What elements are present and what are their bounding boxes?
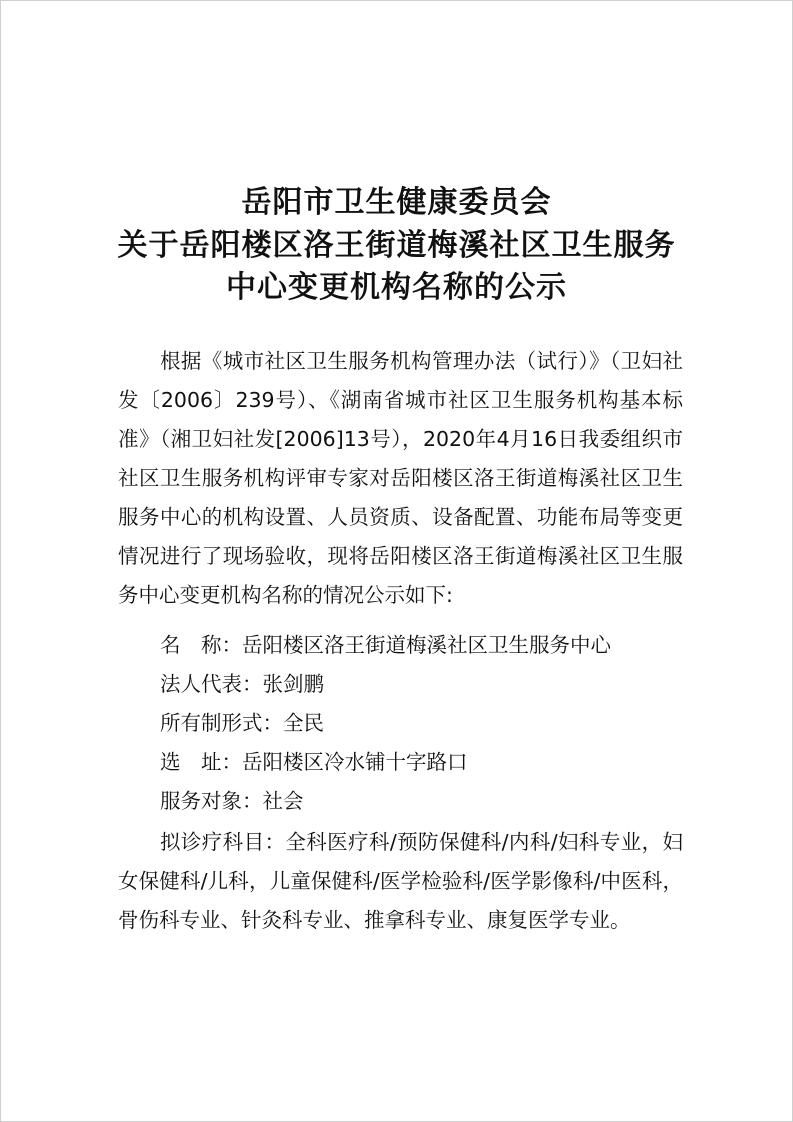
field-service-target: [160, 784, 304, 814]
field-service-target-value: 社会: [262, 789, 304, 813]
field-name-value: 岳阳楼区洛王街道梅溪社区卫生服务中心: [242, 633, 611, 657]
field-name-label: 名 称：: [160, 633, 242, 657]
field-representative: [160, 667, 324, 697]
field-ownership: [160, 706, 324, 736]
field-service-target-label: 服务对象：: [160, 789, 263, 813]
title-line-1: 岳阳市卫生健康委员会: [241, 185, 552, 220]
field-address-value: 岳阳楼区冷水铺十字路口: [242, 750, 468, 774]
intro-paragraph: 根据《城市社区卫生服务机构管理办法（试行）》（卫妇社发〔2006〕239号）、《湖南省城市社区卫生服务机构基本标准》（湘卫妇社发[2006]13号），2020年4月16日我委组织市社区卫生服务机构评审专家对岳阳楼区洛王街道梅溪社区卫生服务中心的机构设置、人员资质、设备配置、功能布局等变更情况进行了现场验收，现将岳阳楼区洛王街道梅溪社区卫生服务中心变更机构名称的情况公示如下:: [118, 349, 683, 607]
field-address-label: 选 址：: [160, 750, 242, 774]
field-representative-label: 法人代表：: [160, 672, 263, 696]
field-name: [160, 628, 611, 658]
title-line-2: 关于岳阳楼区洛王街道梅溪社区卫生服务: [117, 228, 676, 263]
field-ownership-value: 全民: [283, 711, 324, 735]
title-line-3: 中心变更机构名称的公示: [226, 270, 567, 305]
subjects-paragraph: 拟诊疗科目：全科医疗科/预防保健科/内科/妇科专业，妇女保健科/儿科，儿童保健科/医学检验科/医学影像科/中医科，骨伤科专业、针灸科专业、推拿科专业、康复医学专业。: [118, 830, 683, 932]
field-address: [160, 745, 468, 775]
field-representative-value: 张剑鹏: [262, 672, 324, 696]
field-ownership-label: 所有制形式：: [160, 711, 283, 735]
